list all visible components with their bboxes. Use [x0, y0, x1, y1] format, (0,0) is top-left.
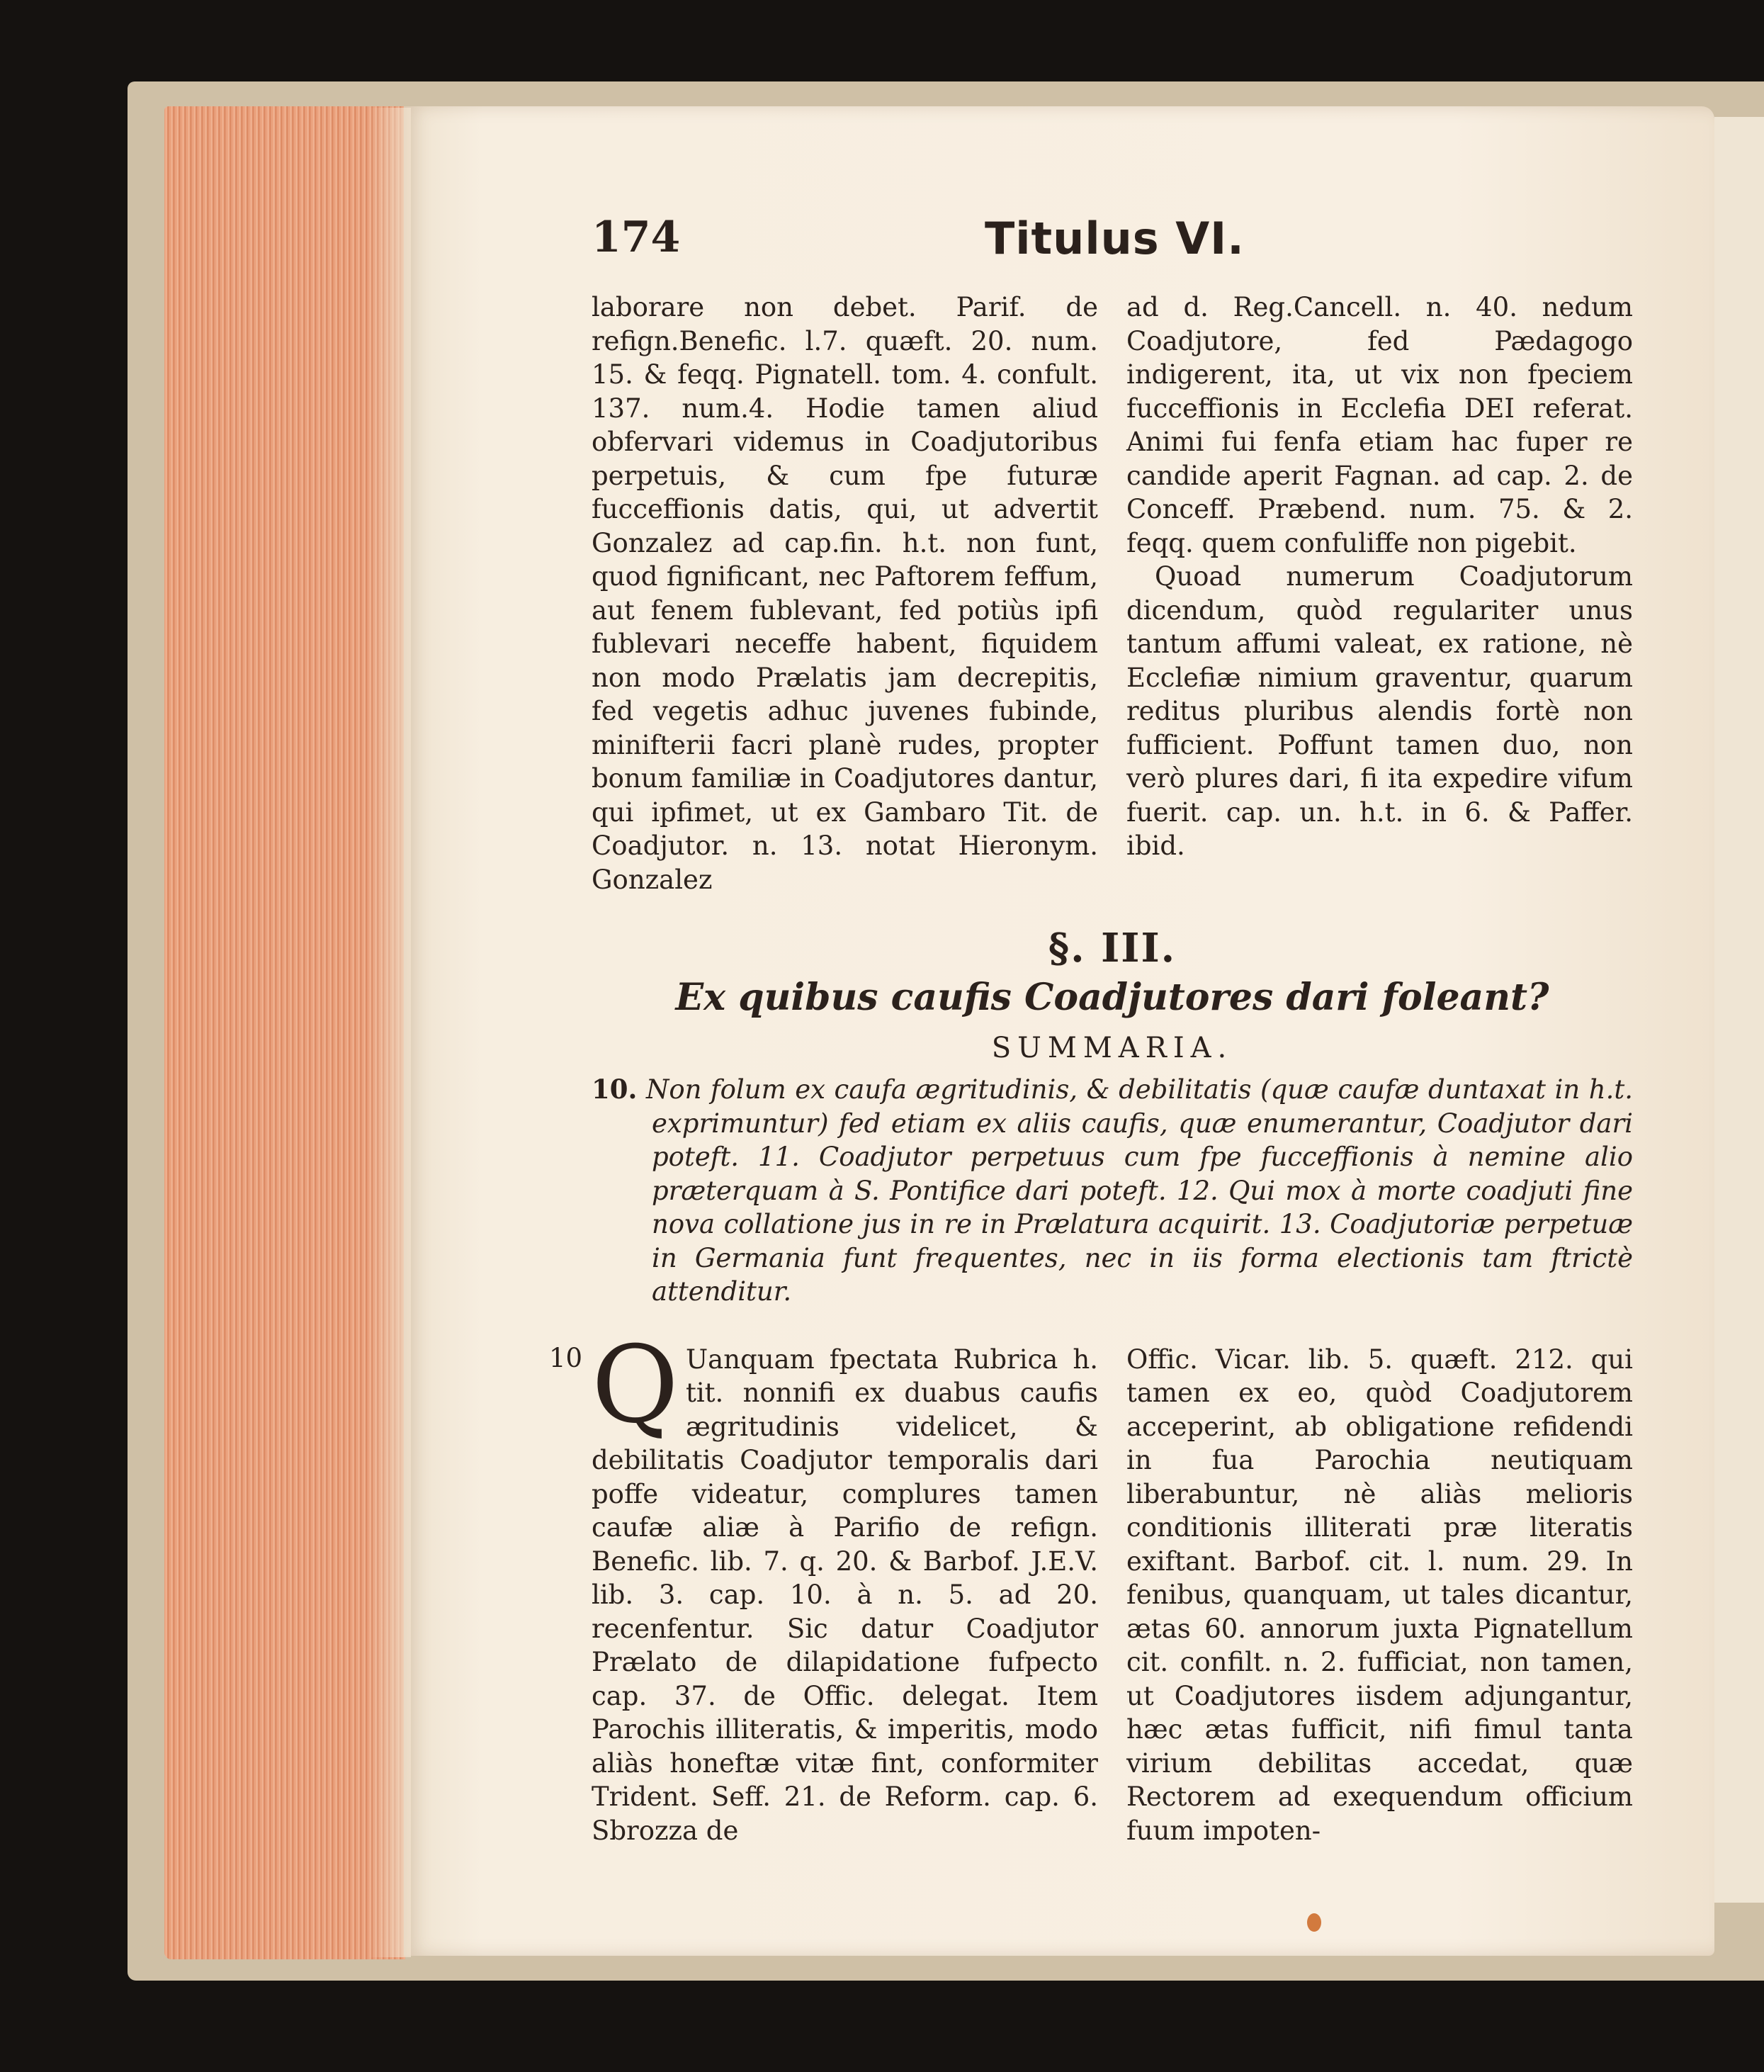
page-text	[549, 213, 1633, 1847]
gutter-shadow	[368, 108, 411, 1957]
upper-left-column	[592, 291, 1098, 896]
paper-stain	[1307, 1913, 1321, 1932]
page-number: 174	[592, 213, 681, 262]
summaria-number: 10.	[592, 1074, 638, 1105]
section-number: §. III.	[1048, 925, 1177, 972]
paragraph: Offic. Vicar. lib. 5. quæft. 212. qui tamen ex eo, quòd Coadjutorem acceperint, ab obligatione refidendi in fua Parochia neutiquam liberabuntur, nè aliàs melioris conditionis illiterati præ literatis exiftant. Barbof. cit. l. num. 29. In fenibus, quanquam, ut tales dicantur, ætas 60. annorum juxta Pignatellum cit. confilt. n. 2. fufficiat, non tamen, ut Coadjutores iisdem adjungantur, hæc ætas fufficit, nifi fimul tanta virium debilitas accedat, quæ Rectorem ad exequendum officium fuum impoten-	[1126, 1344, 1633, 1846]
margin-number: 10	[549, 1342, 583, 1373]
lower-right-column	[1126, 1343, 1633, 1848]
summaria-body: Non folum ex caufa ægritudinis, & debilitatis (quæ caufæ duntaxat in h.t. exprimuntur) fed etiam ex aliis caufis, quæ enumerantur, Coadjutor dari poteft. 11. Coadjutor perpetuus cum fpe fucceffionis à nemine alio præterquam à S. Pontifice dari poteft. 12. Qui mox à morte coadjuti fine nova collatione jus in re in Prælatura acquirit. 13. Coadjutoriæ perpetuæ in Germania funt frequentes, nec in iis forma electionis tam ftrictè attenditur.	[645, 1074, 1633, 1307]
paragraph: Quoad numerum Coadjutorum dicendum, quòd regulariter unus tantum affumi valeat, ex ratione, nè Ecclefiæ nimium graventur, quarum reditus pluribus alendis fortè non fufficient. Poffunt tamen duo, non verò plures dari, fi ita expedire vifum fuerit. cap. un. h.t. in 6. & Paffer. ibid.	[1126, 561, 1633, 861]
upper-columns	[592, 291, 1633, 896]
section-title: Ex quibus caufis Coadjutores dari foleant?	[675, 976, 1549, 1019]
paragraph: ad d. Reg.Cancell. n. 40. nedum Coadjutore, fed Pædagogo indigerent, ita, ut vix non fpeciem fucceffionis in Ecclefia DEI referat. Animi fui fenfa etiam hac fuper re candide aperit Fagnan. ad cap. 2. de Conceff. Præbend. num. 75. & 2. feqq. quem confuliffe non pigebit.	[1126, 292, 1633, 558]
drop-cap: Q	[592, 1323, 679, 1447]
running-title: Titulus VI.	[985, 213, 1245, 264]
lower-columns	[592, 1323, 1633, 1848]
lower-body	[549, 1323, 1633, 1848]
lower-left-column	[592, 1323, 1098, 1848]
upper-right-column	[1126, 291, 1633, 896]
summaria-heading: SUMMARIA.	[991, 1032, 1233, 1064]
paragraph: laborare non debet. Parif. de refign.Benefic. l.7. quæft. 20. num. 15. & feqq. Pignatell. tom. 4. confult. 137. num.4. Hodie tamen aliud obfervari videmus in Coadjutoribus perpetuis, & cum fpe futuræ fucceffionis datis, qui, ut advertit Gonzalez ad cap.fin. h.t. non funt, quod fignificant, nec Paftorem feffum, aut fenem fublevant, fed potiùs ipfi fublevari neceffe habent, fiquidem non modo Prælatis jam decrepitis, fed vegetis adhuc juvenes fubinde, minifterii facri planè rudes, propter bonum familiæ in Coadjutores dantur, qui ipfimet, ut ex Gambaro Tit. de Coadjutor. n. 13. notat Hieronym. Gonzalez	[592, 292, 1098, 895]
page-header	[592, 213, 1633, 291]
facing-page-edge	[1714, 117, 1764, 1903]
paragraph: Uanquam fpectata Rubrica h. tit. nonnifi ex duabus caufis ægritudinis videlicet, & debilitatis Coadjutor temporalis dari poffe videatur, complures tamen caufæ aliæ à Parifio de refign. Benefic. lib. 7. q. 20. & Barbof. J.E.V. lib. 3. cap. 10. à n. 5. ad 20. recenfentur. Sic datur Coadjutor Prælato de dilapidatione fufpecto cap. 37. de Offic. delegat. Item Parochis illiteratis, & imperitis, modo aliàs honeftæ vitæ fint, conformiter Trident. Seff. 21. de Reform. cap. 6. Sbrozza de	[592, 1344, 1098, 1846]
summaria-text	[592, 1073, 1633, 1309]
